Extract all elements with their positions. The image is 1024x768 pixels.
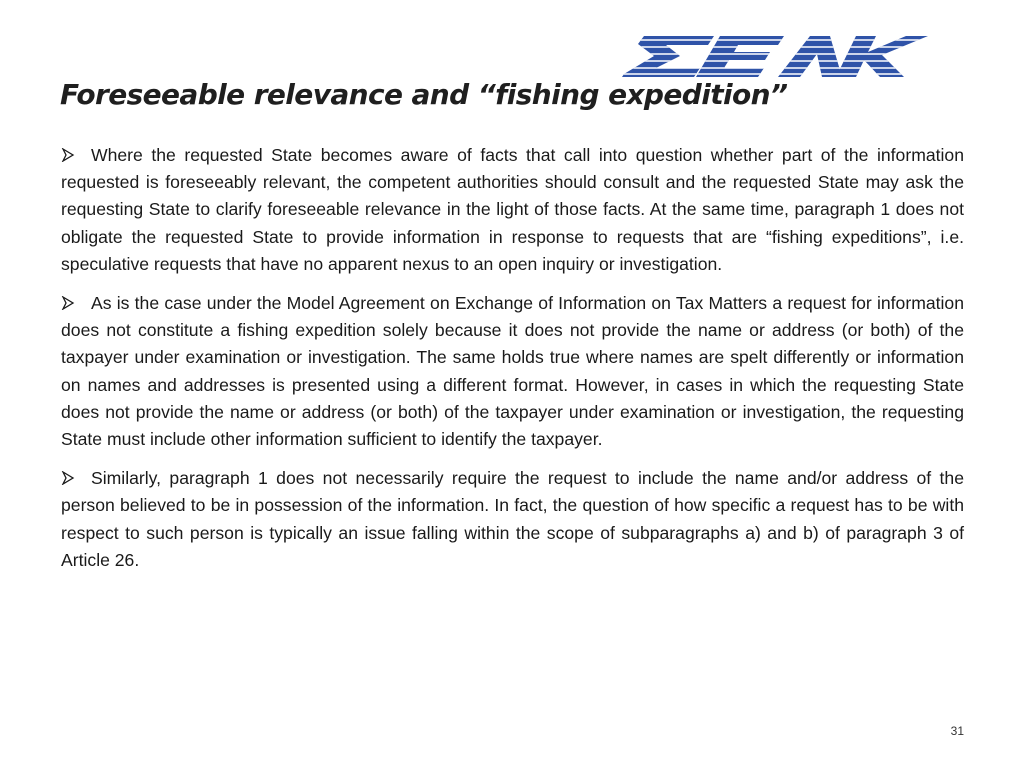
slide-title: Foreseeable relevance and “fishing expedition” [60,78,788,111]
bullet-text: As is the case under the Model Agreement on Exchange of Information on Tax Matters a request for information does not constitute a fishing expedition solely because it does not provide the name or address (or both) of the taxpayer under examination or investigation. The same holds true where names are spelt differently or information on names and addresses is presented using a different format. However, in cases in which the requesting State does not provide the name or address (or both) of the taxpayer under examination or investigation, the requesting State must include other information sufficient to identify the taxpayer. [61,293,964,450]
bullet-text: Where the requested State becomes aware of facts that call into question whether part of the information requested is foreseeably relevant, the competent authorities should consult and the requested State may ask the requesting State to clarify foreseeable relevance in the light of those facts. At the same time, paragraph 1 does not obligate the requested State to provide information in response to requests that are “fishing expeditions”, i.e. speculative requests that have no apparent nexus to an open inquiry or investigation. [61,145,964,274]
bullet-list [61,142,964,586]
arrow-bullet-icon [61,465,91,492]
arrow-bullet-icon [61,142,91,169]
seak-logo [616,34,928,78]
bullet-item [61,290,964,453]
bullet-text: Similarly, paragraph 1 does not necessarily require the request to include the name and/or address of the person believed to be in possession of the information. In fact, the question of how specific a request has to be with respect to such person is typically an issue falling within the scope of subparagraphs a) and b) of paragraph 3 of Article 26. [61,468,964,570]
bullet-item [61,465,964,574]
page-number: 31 [950,724,964,738]
seak-logo-icon [616,34,928,78]
bullet-item [61,142,964,278]
arrow-bullet-icon [61,290,91,317]
